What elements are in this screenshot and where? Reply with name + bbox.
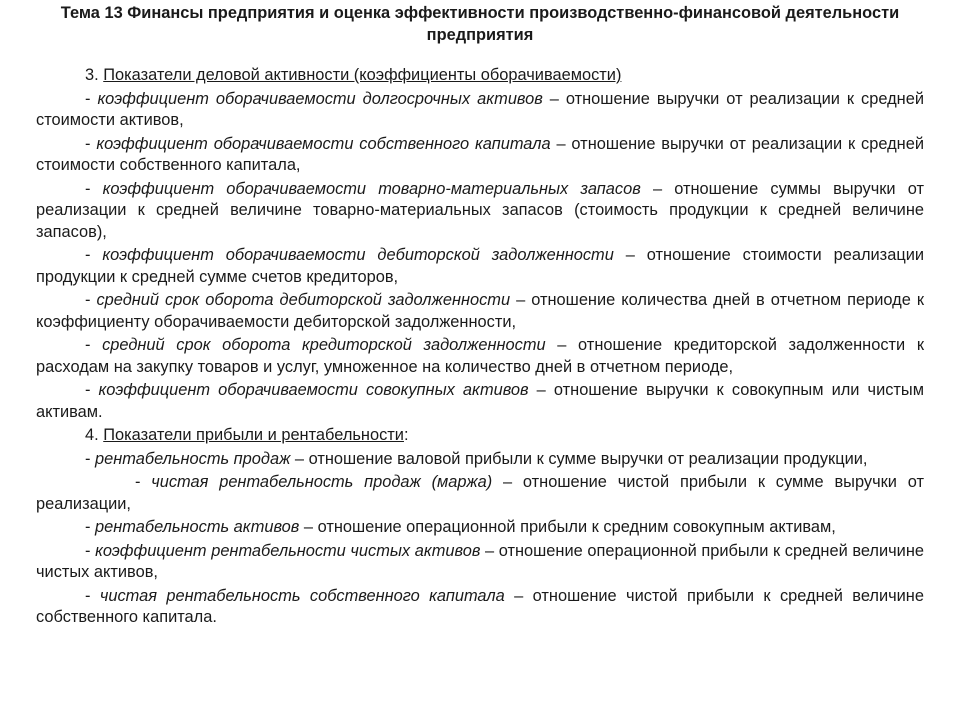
item-dash: - <box>85 541 96 560</box>
list-item <box>36 449 924 471</box>
list-item <box>36 586 924 629</box>
item-definition: – отношение валовой прибыли к сумме выручки от реализации продукции, <box>290 449 868 468</box>
item-dash: - <box>85 586 100 605</box>
section-heading-text: Показатели прибыли и рентабельности <box>103 426 404 444</box>
section-heading-text: Показатели деловой активности (коэффициенты оборачиваемости) <box>103 66 622 84</box>
list-item <box>36 541 924 584</box>
item-term: коэффициент оборачиваемости совокупных активов <box>98 381 529 399</box>
page-title: Тема 13 Финансы предприятия и оценка эффективности производственно-финансовой деятельности предприятия <box>60 4 900 44</box>
list-item <box>36 179 924 244</box>
item-definition: – отношение выручки от реализации к средней стоимости активов, <box>36 89 925 129</box>
item-term: рентабельность активов <box>95 518 300 536</box>
item-definition: – отношение стоимости реализации продукции к средней сумме счетов кредиторов, <box>36 246 925 286</box>
list-item <box>36 335 924 378</box>
item-dash: - <box>135 473 152 491</box>
list-item <box>36 134 924 177</box>
item-term: коэффициент оборачиваемости дебиторской задолженности <box>102 246 614 264</box>
item-definition: – отношение количества дней в отчетном периоде к коэффициенту оборачиваемости дебиторской задолженности, <box>36 291 925 331</box>
item-dash: - <box>85 336 103 354</box>
list-item <box>36 517 924 539</box>
list-item <box>36 290 924 333</box>
item-term: коэффициент оборачиваемости собственного капитала <box>96 134 551 153</box>
item-term: чистая рентабельность собственного капитала <box>99 586 505 605</box>
content <box>36 65 924 629</box>
item-term: средний срок оборота дебиторской задолженности <box>96 291 511 309</box>
item-dash: - <box>85 246 103 264</box>
item-definition: – отношение операционной прибыли к средним совокупным активам, <box>299 518 836 536</box>
item-term: коэффициент оборачиваемости долгосрочных активов <box>97 89 543 108</box>
item-definition: – отношение выручки к совокупным или чистым активам. <box>36 381 924 421</box>
item-definition: – отношение кредиторской задолженности к расходам на закупку товаров и услуг, умноженное на количество дней в отчетном периоде, <box>36 336 924 376</box>
section-heading-4 <box>36 425 924 447</box>
item-definition: – отношение выручки от реализации к средней стоимости собственного капитала, <box>36 134 925 174</box>
item-dash: - <box>85 449 96 468</box>
item-term: рентабельность продаж <box>95 449 291 468</box>
list-item <box>36 89 924 132</box>
item-dash: - <box>85 518 96 536</box>
list-item <box>36 472 924 515</box>
section-heading-suffix: : <box>403 426 409 444</box>
item-term: средний срок оборота кредиторской задолженности <box>102 336 546 354</box>
list-item <box>36 380 924 423</box>
item-term: чистая рентабельность продаж (маржа) <box>151 473 493 491</box>
item-definition: – отношение суммы выручки от реализации к средней величине товарно-материальных запасов (стоимость продукции к средней величине запасов), <box>36 179 925 241</box>
section-number: 3. <box>85 66 99 84</box>
item-term: коэффициент оборачиваемости товарно-материальных запасов <box>102 179 641 198</box>
item-term: коэффициент рентабельности чистых активов <box>95 541 481 560</box>
section-number: 4. <box>85 426 99 444</box>
item-dash: - <box>85 381 99 399</box>
item-dash: - <box>85 89 98 108</box>
item-dash: - <box>85 134 97 153</box>
item-dash: - <box>85 179 103 198</box>
item-definition: – отношение чистой прибыли к сумме выручки от реализации, <box>36 473 925 513</box>
list-item <box>36 245 924 288</box>
item-definition: – отношение операционной прибыли к средней величине чистых активов, <box>36 541 925 581</box>
item-definition: – отношение чистой прибыли к средней величине собственного капитала. <box>36 586 924 626</box>
item-dash: - <box>85 291 97 309</box>
section-heading-3 <box>36 65 924 87</box>
